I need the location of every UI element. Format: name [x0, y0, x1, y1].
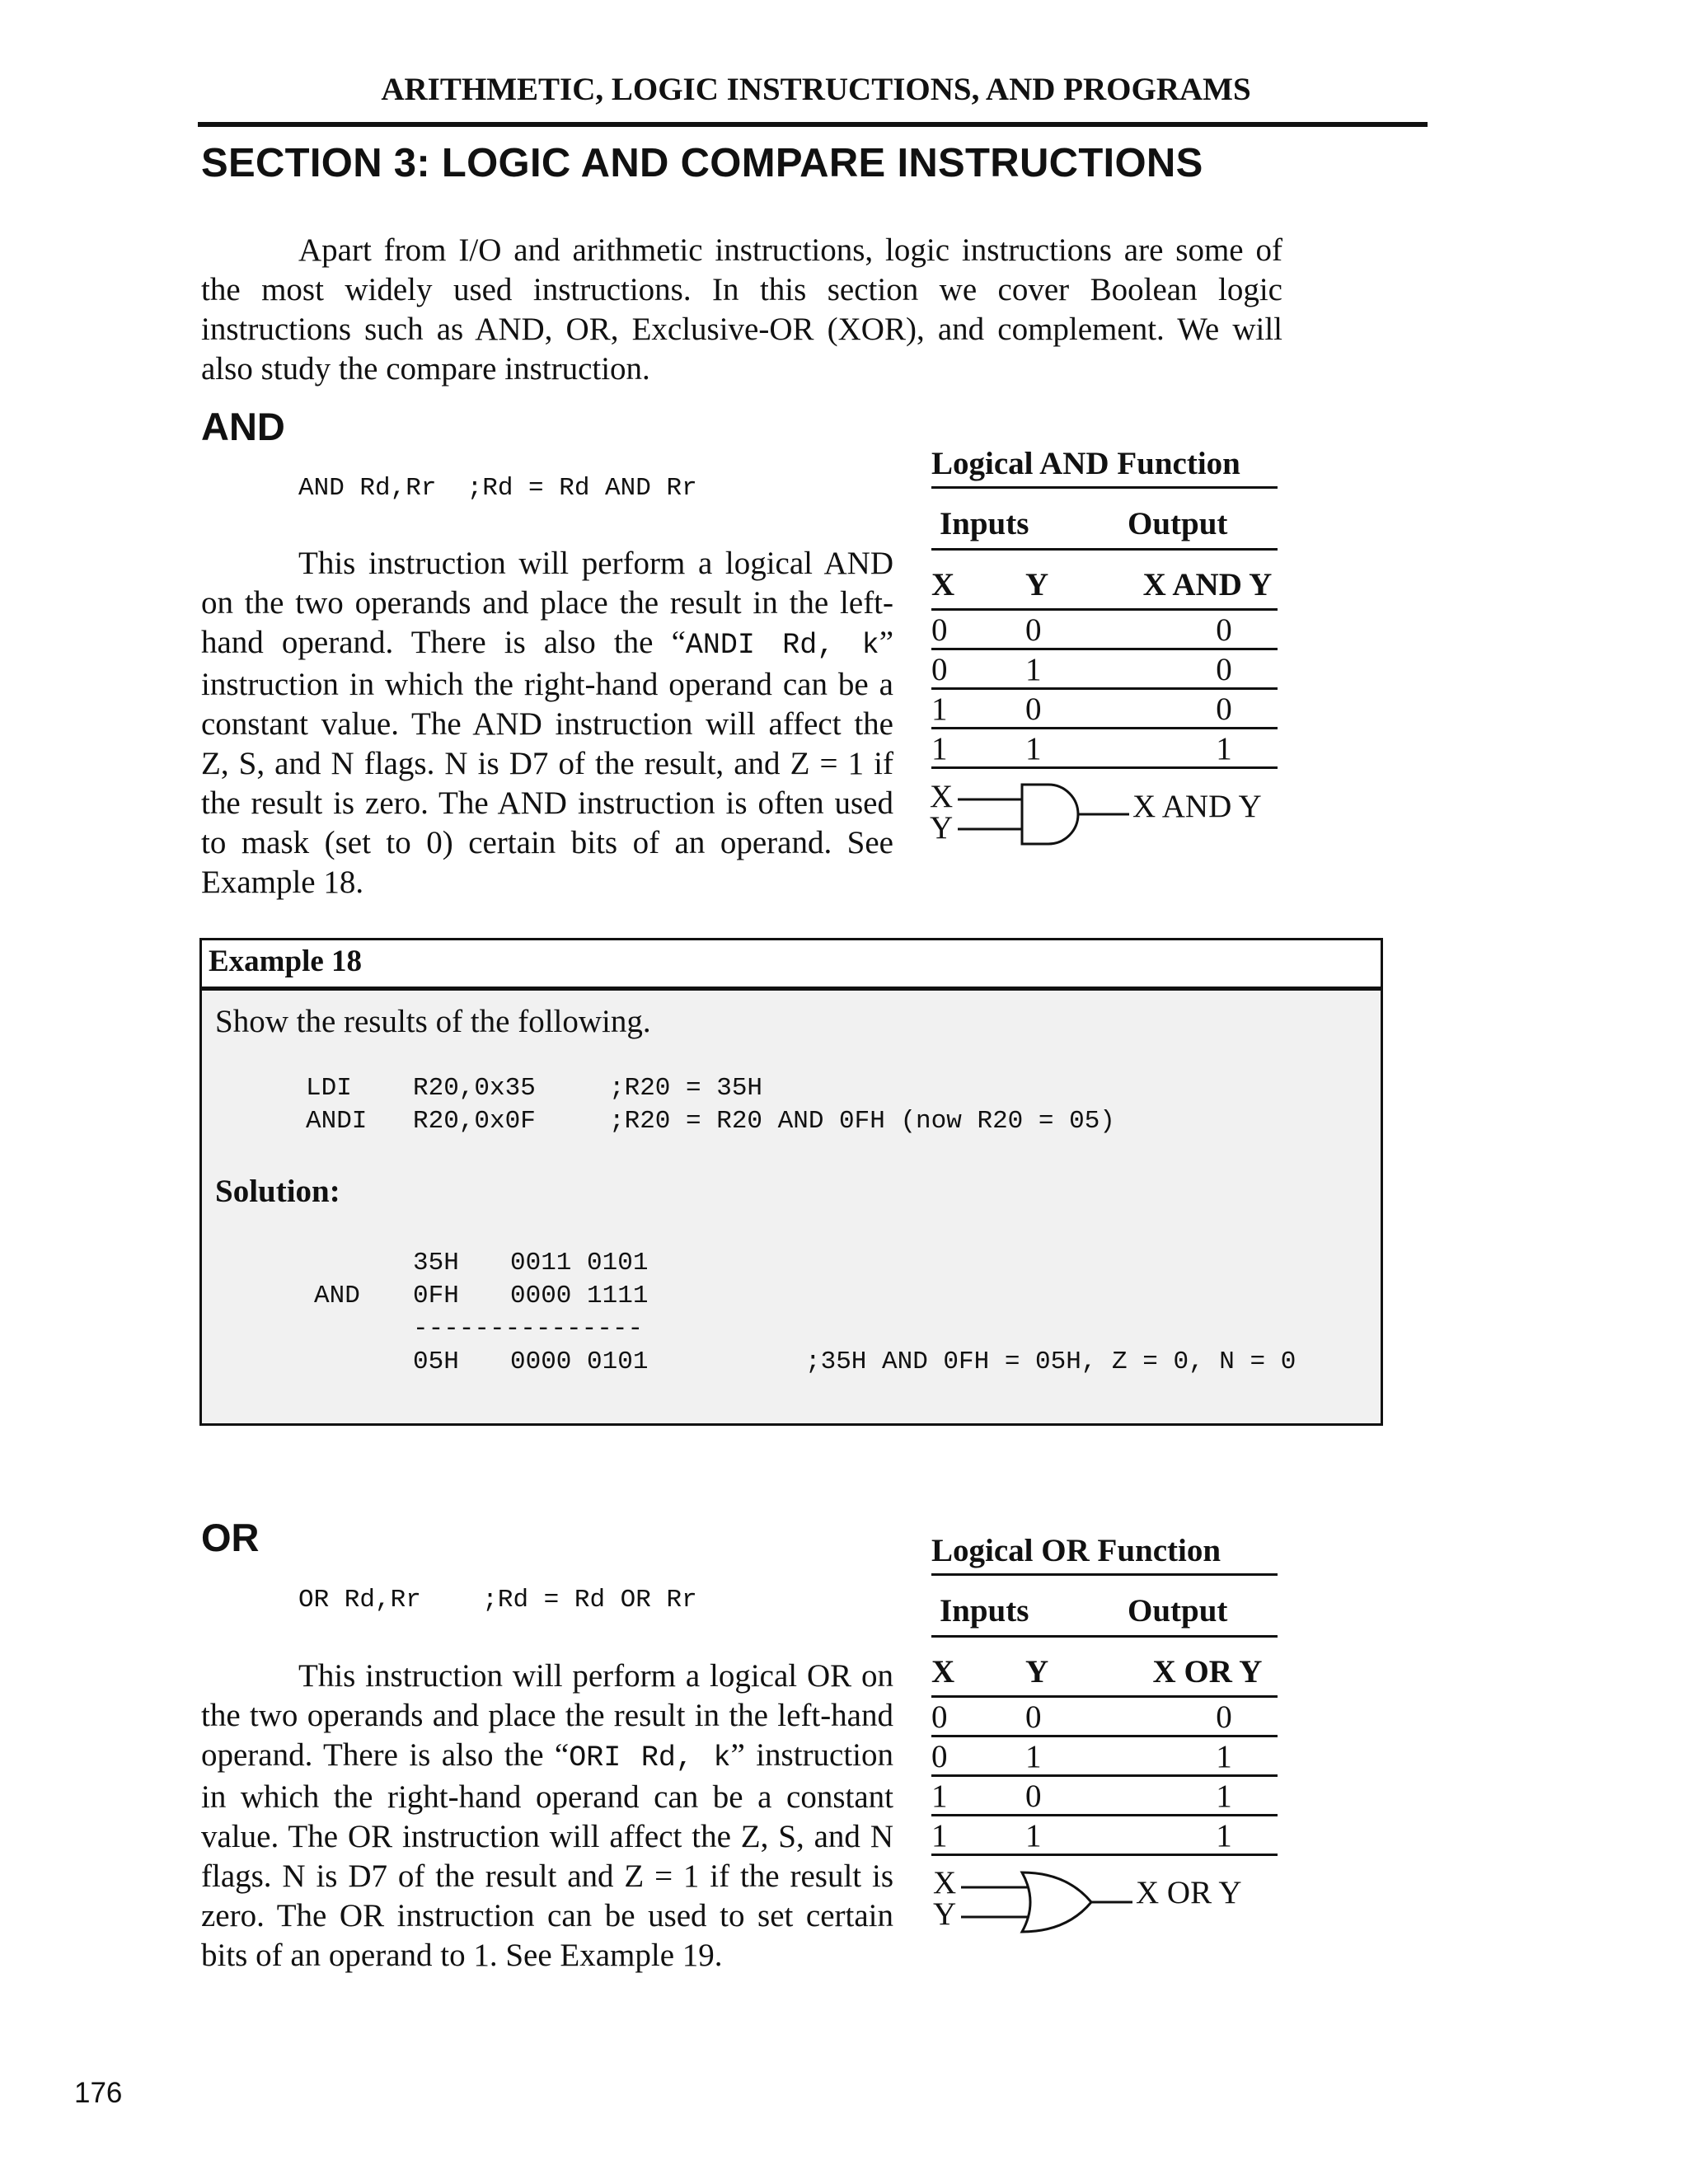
example-title-bar	[202, 940, 1381, 991]
or-body-text	[201, 1657, 893, 1975]
cell-x: 1	[931, 1818, 948, 1854]
or-body-part2: ” instruction in which the right-hand operand can be a constant value. The OR instruction will affect the Z, S, and N flags. N is D7 of the result and Z = 1 if the result is zero. The OR instruction can be used to set certain bits of an operand to 1. See Example 19.	[201, 1737, 894, 1973]
table-row	[931, 1816, 1278, 1856]
cell-x: 0	[931, 1699, 948, 1735]
intro-text: Apart from I/O and arithmetic instructions, logic instructions are some of the most widely used instructions. In this section we cover Boolean logic instructions such as AND, OR, Exclusive-OR (XOR), and complement. We will also study the compare instruction.	[201, 232, 1282, 387]
output-label: Output	[1128, 1593, 1228, 1629]
section-title: SECTION 3: LOGIC AND COMPARE INSTRUCTIONS	[201, 141, 1203, 185]
cell-y: 1	[1025, 1818, 1042, 1854]
output-label: Output	[1128, 506, 1228, 541]
and-body-part1: This instruction will perform a logical AND on the two operands and place the result in the left-hand operand. There is also the “	[201, 546, 893, 660]
running-head: ARITHMETIC, LOGIC INSTRUCTIONS, AND PROGRAMS	[381, 72, 1251, 107]
cell-y: 0	[1025, 691, 1042, 727]
cell-x: 1	[931, 691, 948, 727]
or-table-title: Logical OR Function	[931, 1530, 1278, 1576]
header-rule	[198, 122, 1428, 127]
or-table-column-header	[931, 1652, 1278, 1698]
ori-code: ORI Rd, k	[569, 1741, 731, 1774]
col-out-header: X OR Y	[1152, 1654, 1263, 1690]
table-row	[931, 1777, 1278, 1816]
col-out-header: X AND Y	[1142, 567, 1273, 602]
and-body-paragraph	[201, 544, 893, 902]
solution-bits: 0011 0101	[510, 1249, 649, 1277]
and-gate-input-x-label: X	[930, 779, 954, 814]
table-row	[931, 729, 1278, 769]
code-comment: ;R20 = R20 AND 0FH (now R20 = 05)	[609, 1107, 1115, 1136]
solution-value: 0FH	[413, 1282, 459, 1310]
col-x-header: X	[931, 1654, 955, 1690]
or-gate-output-label: X OR Y	[1136, 1875, 1242, 1910]
example-title: Example 18	[209, 944, 363, 978]
cell-out: 1	[1216, 1779, 1232, 1814]
and-table-column-header	[931, 565, 1278, 611]
cell-y: 1	[1025, 652, 1042, 687]
code-args: R20,0x35	[413, 1074, 536, 1103]
and-gate-output-label: X AND Y	[1132, 789, 1262, 824]
and-gate-icon	[956, 781, 1146, 847]
and-truth-table	[931, 443, 1278, 769]
cell-y: 1	[1025, 731, 1042, 766]
and-body-part2: ” instruction in which the right-hand operand can be a constant value. The AND instruction will affect the Z, S, and N flags. N is D7 of the result, and Z = 1 if the result is zero. The AND instruction is often used to mask (set to 0) certain bits of an operand. See Example 18.	[201, 625, 893, 900]
code-op: LDI	[306, 1074, 352, 1103]
or-syntax: OR Rd,Rr ;Rd = Rd OR Rr	[298, 1586, 697, 1615]
table-row	[931, 650, 1278, 690]
solution-comment: ;35H AND 0FH = 05H, Z = 0, N = 0	[805, 1347, 1296, 1376]
cell-x: 0	[931, 612, 948, 648]
inputs-label: Inputs	[940, 506, 1029, 541]
example-box	[199, 938, 1383, 1426]
cell-out: 0	[1216, 691, 1232, 727]
andi-code: ANDI Rd, k	[685, 629, 879, 662]
solution-bits: 0000 1111	[510, 1282, 649, 1310]
cell-y: 0	[1025, 1779, 1042, 1814]
solution-op: AND	[314, 1282, 360, 1310]
and-body-text	[201, 544, 893, 902]
and-table-io-header	[931, 502, 1278, 551]
or-body-part1: This instruction will perform a logical OR on the two operands and place the result in the left-hand operand. There is also the “	[201, 1658, 893, 1773]
intro-paragraph	[201, 231, 1282, 389]
or-heading: OR	[201, 1516, 260, 1559]
page-number: 176	[74, 2077, 123, 2109]
solution-label: Solution:	[215, 1174, 340, 1209]
cell-out: 0	[1216, 612, 1232, 648]
cell-out: 1	[1216, 1739, 1232, 1774]
code-op: ANDI	[306, 1107, 368, 1136]
cell-y: 0	[1025, 612, 1042, 648]
table-row	[931, 611, 1278, 650]
cell-out: 0	[1216, 1699, 1232, 1735]
code-args: R20,0x0F	[413, 1107, 536, 1136]
cell-x: 1	[931, 1779, 948, 1814]
table-row	[931, 1737, 1278, 1777]
and-syntax: AND Rd,Rr ;Rd = Rd AND Rr	[298, 474, 697, 503]
cell-out: 1	[1216, 1818, 1232, 1854]
solution-value: 05H	[413, 1347, 459, 1376]
solution-bits: 0000 0101	[510, 1347, 649, 1376]
or-truth-table	[931, 1530, 1278, 1856]
cell-x: 1	[931, 731, 948, 766]
col-y-header: Y	[1025, 1654, 1049, 1690]
cell-x: 0	[931, 652, 948, 687]
or-table-io-header	[931, 1589, 1278, 1638]
cell-out: 1	[1216, 731, 1232, 766]
table-row	[931, 690, 1278, 729]
or-gate-input-y-label: Y	[933, 1896, 957, 1932]
inputs-label: Inputs	[940, 1593, 1029, 1629]
or-gate-input-x-label: X	[933, 1865, 957, 1900]
and-gate-input-y-label: Y	[930, 810, 954, 846]
cell-y: 1	[1025, 1739, 1042, 1774]
table-row	[931, 1698, 1278, 1737]
and-heading: AND	[201, 405, 285, 448]
col-y-header: Y	[1025, 567, 1049, 602]
solution-divider: ---------------	[413, 1315, 644, 1343]
code-comment: ;R20 = 35H	[609, 1074, 763, 1103]
or-gate-icon	[959, 1869, 1149, 1935]
cell-y: 0	[1025, 1699, 1042, 1735]
or-body-paragraph	[201, 1657, 893, 1975]
example-prompt: Show the results of the following.	[215, 1004, 651, 1039]
cell-out: 0	[1216, 652, 1232, 687]
cell-x: 0	[931, 1739, 948, 1774]
solution-value: 35H	[413, 1249, 459, 1277]
col-x-header: X	[931, 567, 955, 602]
and-table-title: Logical AND Function	[931, 443, 1278, 489]
